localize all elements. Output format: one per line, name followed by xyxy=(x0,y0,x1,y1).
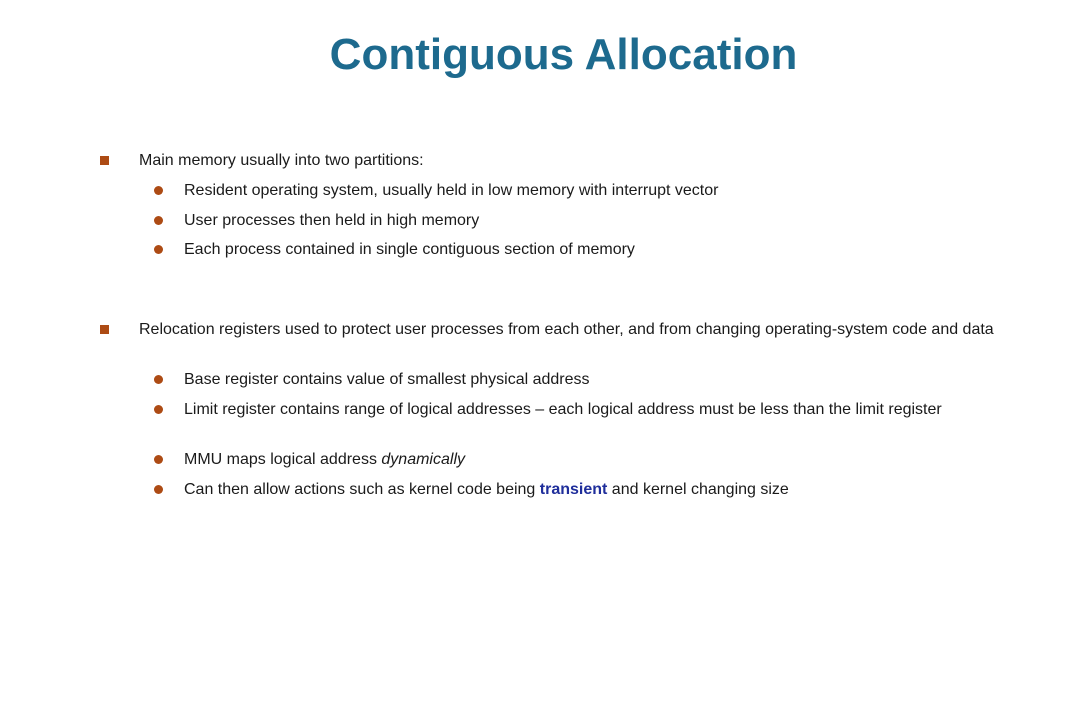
round-bullet-icon xyxy=(154,216,163,225)
slide-title: Contiguous Allocation xyxy=(329,30,798,79)
sub-bullet-text xyxy=(184,481,789,498)
round-bullet-icon xyxy=(154,245,163,254)
bullet-text: Relocation registers used to protect user processes from each other, and from changing operating-system code and data xyxy=(139,321,994,338)
round-bullet-icon xyxy=(154,186,163,195)
round-bullet-icon xyxy=(154,375,163,384)
bullet-point xyxy=(139,150,1019,171)
emphasized-word: dynamically xyxy=(381,451,465,468)
sub-bullet-text-prefix: MMU maps logical address xyxy=(184,451,382,468)
sub-bullet-point xyxy=(184,449,1004,470)
sub-bullet-point xyxy=(184,239,1004,260)
sub-bullet-point xyxy=(184,210,1004,231)
bullet-text: Main memory usually into two partitions: xyxy=(139,152,424,169)
sub-bullet-text-suffix: and kernel changing size xyxy=(607,481,789,498)
square-bullet-icon xyxy=(100,325,109,334)
sub-bullet-point xyxy=(184,399,984,420)
sub-bullet-point xyxy=(184,180,1004,201)
sub-bullet-text: Each process contained in single contiguous section of memory xyxy=(184,241,635,258)
round-bullet-icon xyxy=(154,405,163,414)
highlighted-word: transient xyxy=(539,481,608,498)
sub-bullet-text: Resident operating system, usually held in low memory with interrupt vector xyxy=(184,182,719,199)
sub-bullet-text: User processes then held in high memory xyxy=(184,212,480,229)
sub-bullet-text-prefix: Can then allow actions such as kernel code being xyxy=(184,481,540,498)
round-bullet-icon xyxy=(154,455,163,464)
sub-bullet-text: Base register contains value of smallest physical address xyxy=(184,371,590,388)
round-bullet-icon xyxy=(154,485,163,494)
sub-bullet-text: Limit register contains range of logical addresses – each logical address must be less than the limit register xyxy=(184,401,942,418)
sub-bullet-text xyxy=(184,451,465,468)
square-bullet-icon xyxy=(100,156,109,165)
sub-bullet-point xyxy=(184,369,1004,390)
bullet-point xyxy=(139,319,999,340)
sub-bullet-point xyxy=(184,479,1004,500)
